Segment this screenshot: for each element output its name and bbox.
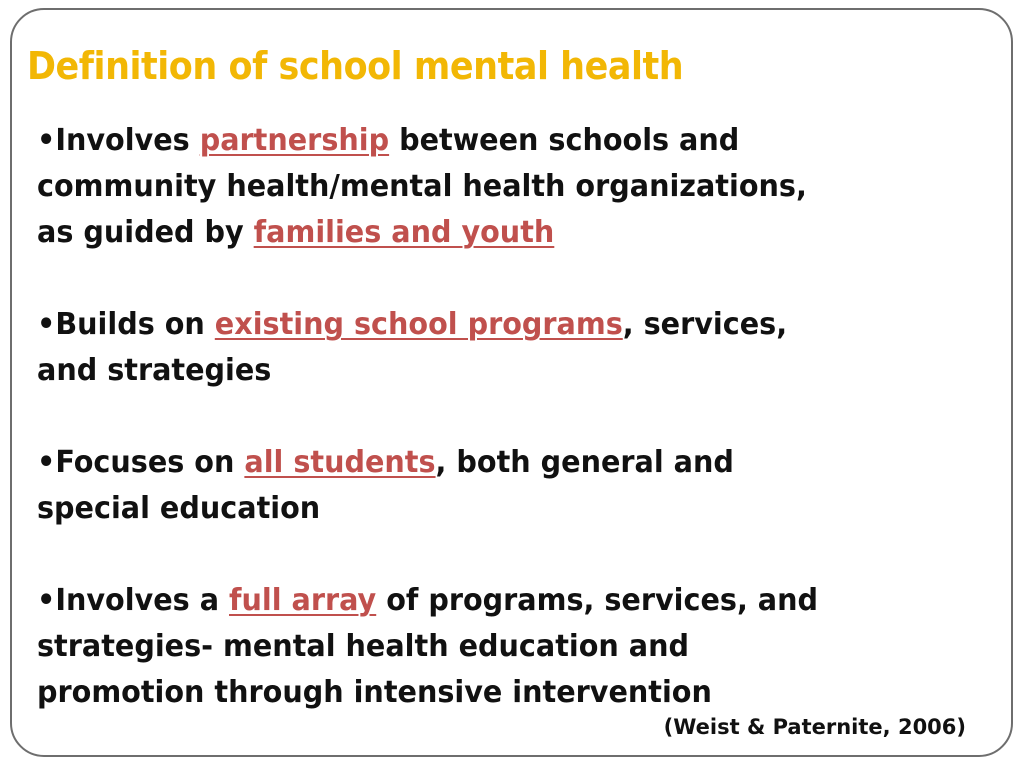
- emphasis-partnership: partnership: [199, 123, 390, 158]
- bullet-line: special education: [37, 491, 321, 526]
- bullet-text: , services,: [622, 307, 788, 342]
- bullet-text: Involves a: [55, 583, 230, 618]
- bullet-text: Involves: [55, 123, 200, 158]
- bullet-text: of programs, services, and: [376, 583, 819, 618]
- bullet-marker: •: [37, 445, 56, 480]
- bullet-line: [37, 578, 954, 624]
- bullet-marker: •: [37, 123, 56, 158]
- bullet-text: between schools and: [389, 123, 740, 158]
- emphasis-families-and-youth: families and youth: [253, 215, 555, 250]
- bullet-marker: •: [37, 307, 56, 342]
- bullet-line: [37, 302, 954, 348]
- bullet-line: [37, 440, 954, 486]
- bullet-line: and strategies: [37, 353, 272, 388]
- citation: (Weist & Paternite, 2006): [663, 715, 966, 739]
- slide-title: Definition of school mental health: [27, 44, 684, 88]
- bullet-all-students: [37, 440, 954, 532]
- bullet-text: , both general and: [435, 445, 734, 480]
- bullet-line: [37, 118, 954, 164]
- emphasis-all-students: all students: [244, 445, 436, 480]
- emphasis-existing-school-programs: existing school programs: [214, 307, 623, 342]
- bullet-text: Focuses on: [55, 445, 245, 480]
- bullet-existing-programs: [37, 302, 954, 394]
- slide-body: [37, 118, 954, 716]
- bullet-full-array: [37, 578, 954, 716]
- bullet-line: community health/mental health organizations,: [37, 169, 807, 204]
- bullet-text: as guided by: [37, 215, 254, 250]
- bullet-marker: •: [37, 583, 56, 618]
- bullet-line: [37, 210, 954, 256]
- bullet-line: strategies- mental health education and: [37, 629, 690, 664]
- bullet-text: Builds on: [55, 307, 215, 342]
- bullet-line: promotion through intensive intervention: [37, 675, 712, 710]
- emphasis-full-array: full array: [229, 583, 377, 618]
- bullet-partnership: [37, 118, 954, 256]
